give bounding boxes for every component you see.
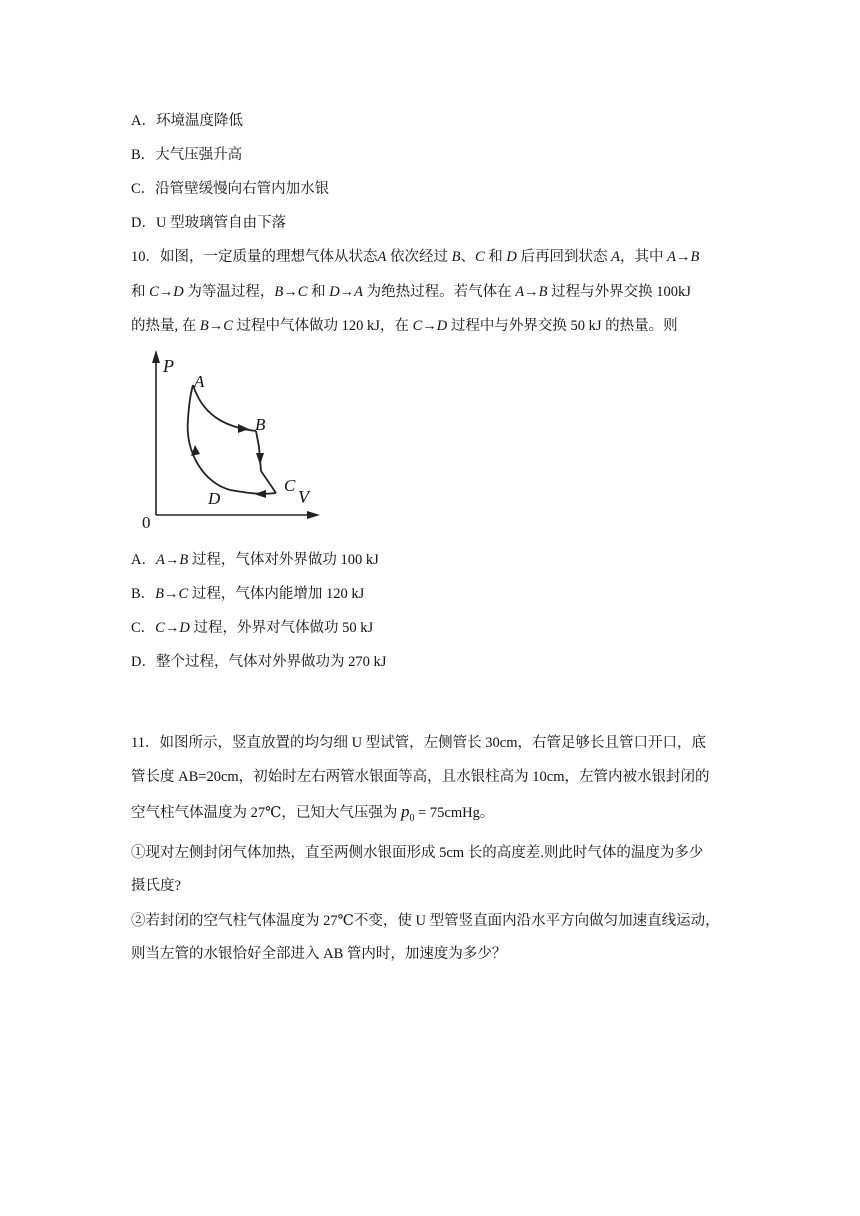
point-d-label: D <box>208 489 221 508</box>
q11-stem-line3: 空气柱气体温度为 27℃，已知大气压强为 $p_0$ = 75cmHg。 <box>131 802 495 824</box>
q11-stem-line1: 11．如图所示，竖直放置的均匀细 U 型试管，左侧管长 30cm，右管足够长且管口开口，底 <box>131 735 707 751</box>
arrow-a-to-b <box>238 424 249 433</box>
q10-option-b: B．B→C 过程，气体内能增加 120 kJ <box>131 586 365 602</box>
q9-option-c: C．沿管壁缓慢向右管内加水银 <box>131 181 330 197</box>
curve-a-to-b <box>193 385 256 431</box>
q10-option-a: A．A→B 过程，气体对外界做功 100 kJ <box>131 552 379 568</box>
origin-label: 0 <box>142 513 151 532</box>
curve-c-to-d <box>230 490 276 494</box>
arrow-b-to-c <box>256 453 264 465</box>
point-b-label: B <box>255 415 266 434</box>
q10-option-d: D．整个过程，气体对外界做功为 270 kJ <box>131 654 387 670</box>
q9-option-a: A．环境温度降低 <box>131 113 243 129</box>
q11-part1-line2: 摄氏度? <box>131 878 181 894</box>
q9-option-b: B．大气压强升高 <box>131 147 243 163</box>
p-axis-label: P <box>163 356 174 376</box>
point-c-label: C <box>284 476 296 495</box>
q10-stem-line2: 和 C→D 为等温过程，B→C 和 D→A 为绝热过程。若气体在 A→B 过程与外界交换 100kJ <box>131 284 691 300</box>
q11-stem-line2: 管长度 AB=20cm，初始时左右两管水银面等高，且水银柱高为 10cm，左管内被水银封闭的 <box>131 769 710 785</box>
q10-stem-line1: 10．如图，一定质量的理想气体从状态A 依次经过 B、C 和 D 后再回到状态 A，其中 A→B <box>131 249 700 265</box>
p-axis-arrow <box>152 350 160 363</box>
v-axis-label: V <box>298 487 309 507</box>
pv-diagram <box>130 345 330 535</box>
q10-option-c: C．C→D 过程，外界对气体做功 50 kJ <box>131 620 374 636</box>
v-axis-arrow <box>307 511 320 519</box>
curve-d-to-a <box>188 385 230 490</box>
q9-option-d: D．U 型玻璃管自由下落 <box>131 215 287 231</box>
arrow-c-to-d <box>254 490 266 498</box>
q11-part2-line1: ②若封闭的空气柱气体温度为 27℃不变，使 U 型管竖直面内沿水平方向做匀加速直线运动， <box>131 913 720 929</box>
q11-part2-line2: 则当左管的水银恰好全部进入 AB 管内时，加速度为多少？ <box>131 946 507 962</box>
q11-part1-line1: ①现对左侧封闭气体加热，直至两侧水银面形成 5cm 长的高度差.则此时气体的温度为多少 <box>131 845 704 861</box>
q10-stem-line3: 的热量, 在 B→C 过程中气体做功 120 kJ，在 C→D 过程中与外界交换 50 kJ 的热量。则 <box>131 318 678 334</box>
point-a-label: A <box>194 372 205 391</box>
